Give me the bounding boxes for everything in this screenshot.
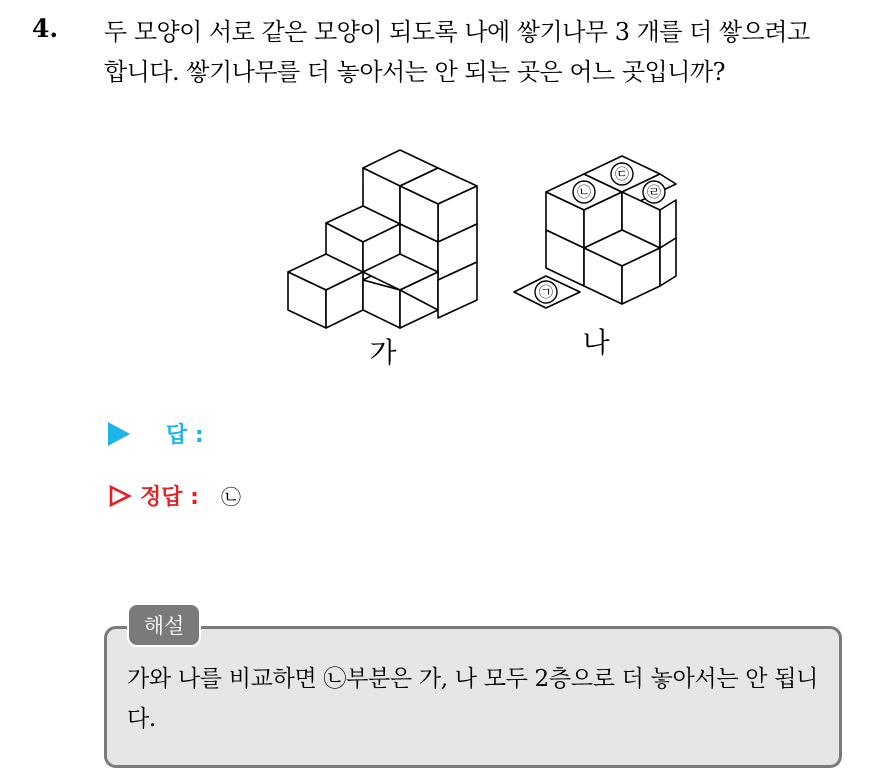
question-text-line1: 두 모양이 서로 같은 모양이 되도록 나에 쌓기나무 3 개를 더 쌓으려고 bbox=[104, 18, 810, 46]
block-figure bbox=[280, 140, 700, 375]
outline-arrow-icon bbox=[108, 484, 132, 508]
play-arrow-icon bbox=[108, 422, 130, 446]
explanation-text: 가와 나를 비교하면 ㉡부분은 가, 나 모두 2층으로 더 놓아서는 안 됩니다. bbox=[127, 666, 819, 732]
stacked-blocks-diagram bbox=[280, 140, 700, 375]
correct-answer-label: 정답 : bbox=[140, 485, 199, 510]
correct-answer-value: ㉡ bbox=[220, 485, 241, 509]
marker-digeut: ㉢ bbox=[615, 167, 629, 183]
correct-answer-row bbox=[108, 480, 241, 511]
explanation-box bbox=[104, 626, 842, 768]
question-text-line2: 합니다. 쌓기나무를 더 놓아서는 안 되는 곳은 어느 곳입니까? bbox=[104, 58, 725, 86]
label-na: 나 bbox=[582, 326, 610, 359]
label-ga: 가 bbox=[369, 336, 397, 369]
marker-giyeok: ㉠ bbox=[539, 285, 553, 301]
explanation-tab: 해설 bbox=[127, 603, 201, 647]
marker-rieul: ㉣ bbox=[647, 185, 661, 201]
answer-row bbox=[108, 418, 204, 449]
marker-nieun: ㉡ bbox=[577, 185, 591, 201]
answer-label: 답 : bbox=[166, 423, 204, 448]
question-number: 4. bbox=[32, 14, 59, 43]
